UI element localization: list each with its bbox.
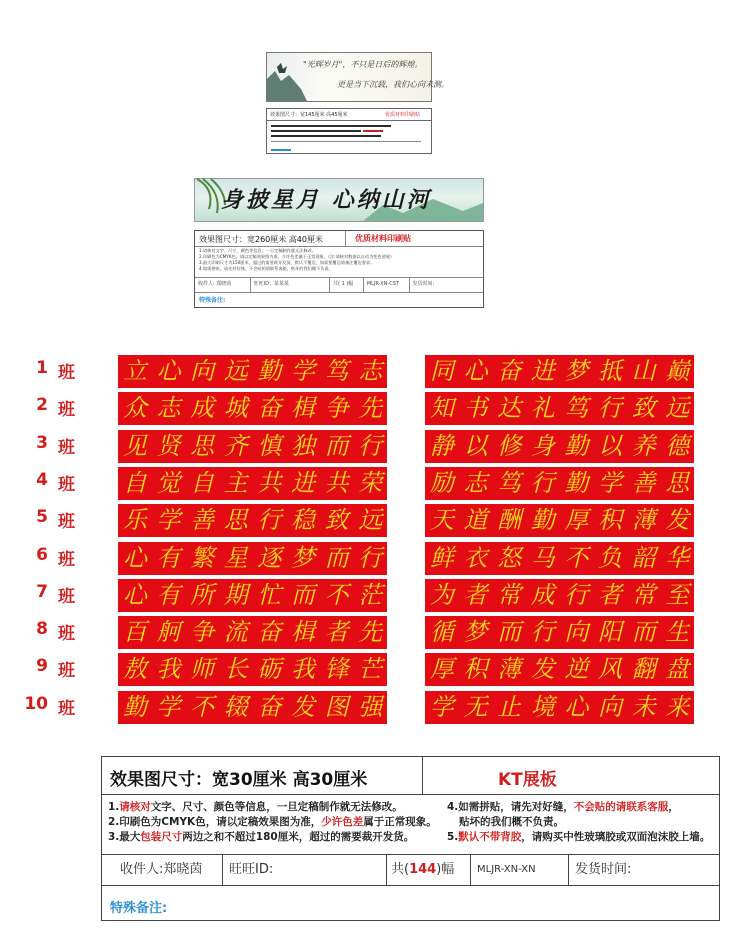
slogan-char: 而 <box>497 618 522 647</box>
rule-highlight: 默认不带背胶 <box>458 831 522 843</box>
slogan-char: 思 <box>665 468 690 497</box>
rule-text: 2.印刷色为CMYK色，请以定稿效果图为准， <box>108 816 322 828</box>
receiver-cell: 收件人: 郑晓茵 <box>195 277 251 292</box>
slogan-strip-right <box>425 579 694 612</box>
slogan-char: 我 <box>156 655 181 684</box>
class-label: 班 <box>58 363 75 383</box>
slogan-char: 百 <box>122 618 147 647</box>
slogan-char: 善 <box>190 506 215 535</box>
slogan-char: 荣 <box>358 468 383 497</box>
slogan-char: 志 <box>463 468 488 497</box>
slogan-char: 养 <box>631 431 656 460</box>
slogan-char: 天 <box>429 506 454 535</box>
ship-cell: 发货时间: <box>412 281 435 287</box>
special-note-label: 特殊备注: <box>110 901 168 916</box>
slogan-strip-right <box>425 392 694 425</box>
slogan-char: 楫 <box>290 618 315 647</box>
code-cell: MLJR-XN-CST <box>364 277 410 292</box>
class-number: 9 <box>36 656 48 677</box>
slogan-char: 薄 <box>631 506 656 535</box>
slogan-char: 茫 <box>358 580 383 609</box>
slogan-char: 立 <box>122 357 147 385</box>
slogan-char: 有 <box>156 543 181 572</box>
slogan-char: 心 <box>122 580 147 609</box>
slogan-char: 行 <box>358 543 383 572</box>
sample-size-label: 效果图尺寸：宽260厘米 高40厘米 <box>199 235 323 244</box>
slogan-char: 楫 <box>290 394 315 423</box>
sample-rules <box>199 248 479 272</box>
class-number: 8 <box>36 619 48 640</box>
sample-special-note: 特殊备注: <box>199 297 226 304</box>
rule-text: 文字、尺寸、颜色等信息，一旦定稿制作就无法修改。 <box>150 801 403 813</box>
slogan-char: 行 <box>597 394 622 423</box>
slogan-char: 梦 <box>463 618 488 647</box>
class-label: 班 <box>58 624 75 645</box>
slogan-char: 城 <box>223 394 248 423</box>
divider <box>195 246 483 247</box>
slogan-char: 发 <box>530 655 555 684</box>
slogan-char: 争 <box>190 618 215 647</box>
slogan-char: 行 <box>358 431 383 460</box>
slogan-char: 者 <box>324 618 349 647</box>
text-line <box>271 135 381 137</box>
slogan-char: 者 <box>597 580 622 609</box>
slogan-char: 积 <box>597 506 622 535</box>
slogan-char: 期 <box>223 580 248 609</box>
slogan-char: 笃 <box>497 468 522 497</box>
rule-highlight: 少许色差 <box>321 816 364 828</box>
slogan-char: 风 <box>597 655 622 684</box>
slogan-char: 勤 <box>530 506 555 535</box>
slogan-strip-right <box>425 467 694 500</box>
rule-1 <box>108 800 438 815</box>
rule-highlight: 请核对 <box>119 801 151 813</box>
slogan-char: 厚 <box>564 506 589 535</box>
divider <box>195 292 483 293</box>
slogan-char: 流 <box>223 618 248 647</box>
slogan-char: 未 <box>631 692 656 721</box>
slogan-char: 共 <box>257 468 282 497</box>
slogan-char: 发 <box>665 506 690 535</box>
slogan-char: 善 <box>631 468 656 497</box>
slogan-char: 身 <box>530 431 555 460</box>
slogan-char: 笃 <box>324 357 349 385</box>
slogan-char: 远 <box>223 357 248 385</box>
rule-2 <box>108 815 438 830</box>
class-row <box>0 504 739 538</box>
divider <box>345 231 346 246</box>
slogan-char: 马 <box>530 543 555 572</box>
slogan-char: 图 <box>324 692 349 721</box>
slogan-char: 不 <box>324 580 349 609</box>
divider <box>267 120 431 121</box>
slogan-char: 学 <box>429 692 454 721</box>
slogan-char: 不 <box>190 692 215 721</box>
rule-text: 5. <box>447 831 459 843</box>
count-suffix: )幅 <box>436 862 455 877</box>
rule-text: ，请购买中性玻璃胶或双面泡沫胶上墙。 <box>521 831 711 843</box>
slogan-char: 心 <box>122 543 147 572</box>
class-row <box>0 542 739 576</box>
class-row <box>0 467 739 501</box>
sample-rule-4: 4.如需拼贴，请先对好缝，不会贴的请联系客服，贴坏的我们概不负责。 <box>199 266 333 271</box>
slogan-strip-right <box>425 691 694 724</box>
slogan-strip-right <box>425 653 694 686</box>
divider <box>422 757 423 794</box>
mountain-pine-image <box>267 61 307 101</box>
slogan-char: 厚 <box>429 655 454 684</box>
count-cell <box>386 854 475 885</box>
count-value: 144 <box>409 862 437 877</box>
class-row <box>0 691 739 725</box>
code-cell: MLJR-XN-XN <box>470 854 577 885</box>
slogan-char: 奋 <box>257 394 282 423</box>
slogan-char: 行 <box>257 506 282 535</box>
order-row <box>102 854 719 885</box>
rule-3 <box>108 830 438 845</box>
slogan-char: 舸 <box>156 618 181 647</box>
slogan-char: 书 <box>463 394 488 423</box>
slogan-char: 稳 <box>290 506 315 535</box>
count-prefix: 共( <box>391 862 410 877</box>
divider <box>271 141 421 142</box>
class-row <box>0 616 739 650</box>
sample-material: 优质材料印刷贴 <box>355 234 411 243</box>
class-label: 班 <box>58 549 75 570</box>
slogan-char: 思 <box>223 506 248 535</box>
slogan-char: 盘 <box>665 655 690 684</box>
slogan-char: 为 <box>429 580 454 609</box>
class-row <box>0 392 739 426</box>
receiver-cell: 收件人:郑晓茵 <box>120 862 203 877</box>
slogan-char: 负 <box>597 543 622 572</box>
slogan-char: 德 <box>665 431 690 460</box>
preview-banner <box>266 52 449 102</box>
slogan-char: 自 <box>122 468 147 497</box>
slogan-char: 达 <box>497 394 522 423</box>
slogan-char: 而 <box>324 543 349 572</box>
slogan-char: 学 <box>290 357 315 385</box>
slogan-char: 星 <box>223 543 248 572</box>
slogan-char: 远 <box>665 394 690 423</box>
slogan-char: 而 <box>290 580 315 609</box>
slogan-char: 酬 <box>497 506 522 535</box>
slogan-char: 慎 <box>257 431 282 460</box>
slogan-char: 争 <box>324 394 349 423</box>
class-number: 5 <box>36 507 48 528</box>
slogan-char: 以 <box>463 431 488 460</box>
class-number: 2 <box>36 395 48 416</box>
slogan-char: 主 <box>223 468 248 497</box>
slogan-char: 长 <box>223 655 248 684</box>
slogan-char: 循 <box>429 618 454 647</box>
slogan-char: 远 <box>358 506 383 535</box>
slogan-char: 锋 <box>324 655 349 684</box>
slogan-char: 巅 <box>665 357 690 385</box>
slogan-char: 奋 <box>257 618 282 647</box>
slogan-char: 薄 <box>497 655 522 684</box>
slogan-char: 华 <box>665 543 690 572</box>
slogan-char: 止 <box>497 692 522 721</box>
slogan-char: 独 <box>290 431 315 460</box>
slogan-strip-right <box>425 542 694 575</box>
rule-text: 属于正常现象。 <box>363 816 437 828</box>
slogan-char: 勤 <box>122 692 147 721</box>
slogan-char: 行 <box>564 580 589 609</box>
slogan-char: 志 <box>156 394 181 423</box>
sample-rule-1: 1.请核对文字、尺寸、颜色等信息，一旦定稿制作就无法修改。 <box>199 248 317 253</box>
count-cell: 共( 1 )幅 <box>330 277 364 292</box>
rules-left <box>108 800 438 845</box>
slogan-char: 勤 <box>564 468 589 497</box>
slogan-strip-left <box>118 392 387 425</box>
class-label: 班 <box>58 661 75 682</box>
rule-text: 两边之和不超过180厘米，超过的需要裁开发货。 <box>182 831 415 843</box>
slogan-char: 志 <box>358 357 383 385</box>
slogan-char: 奋 <box>497 357 522 385</box>
class-number: 7 <box>36 581 48 602</box>
slogan-strip-left <box>118 355 387 388</box>
preview-banner-line2: 更是当下沉载，我们心向未测。 <box>337 80 449 89</box>
slogan-char: 成 <box>190 394 215 423</box>
sample-order-row <box>195 277 483 292</box>
slogan-char: 芒 <box>358 655 383 684</box>
slogan-char: 积 <box>463 655 488 684</box>
slogan-char: 知 <box>429 394 454 423</box>
slogan-char: 静 <box>429 431 454 460</box>
slogan-char: 乐 <box>122 506 147 535</box>
divider <box>102 885 719 886</box>
sample-rule-3: 3.最大印刷尺寸为150厘米，超过的需要裁开发货，默认不覆边，如需要覆边请备注覆边要求。 <box>199 260 375 265</box>
slogan-char: 强 <box>358 692 383 721</box>
slogan-char: 共 <box>324 468 349 497</box>
class-row <box>0 579 739 613</box>
slogan-char: 自 <box>190 468 215 497</box>
wangwang-cell: 旺旺ID: <box>222 854 389 885</box>
text-line <box>271 125 391 127</box>
slogan-char: 觉 <box>156 468 181 497</box>
slogan-char: 砺 <box>257 655 282 684</box>
slogan-char: 众 <box>122 394 147 423</box>
slogan-char: 而 <box>631 618 656 647</box>
slogan-char: 行 <box>530 468 555 497</box>
slogan-char: 鲜 <box>429 543 454 572</box>
slogan-char: 先 <box>358 618 383 647</box>
preview-size-label: 效果图尺寸：宽145厘米 高45厘米 <box>270 112 348 118</box>
slogan-char: 常 <box>631 580 656 609</box>
slogan-char: 勤 <box>564 431 589 460</box>
slogan-char: 道 <box>463 506 488 535</box>
rule-5 <box>447 830 719 845</box>
slogan-strip-right <box>425 430 694 463</box>
slogan-char: 贤 <box>156 431 181 460</box>
rule-text: 3.最大 <box>108 831 141 843</box>
class-number: 10 <box>24 693 48 714</box>
slogan-strip-left <box>118 467 387 500</box>
slogan-char: 衣 <box>463 543 488 572</box>
class-number: 4 <box>36 469 48 490</box>
slogan-char: 行 <box>530 618 555 647</box>
slogan-char: 成 <box>530 580 555 609</box>
slogan-char: 进 <box>290 468 315 497</box>
slogan-char: 致 <box>631 394 656 423</box>
slogan-strip-left <box>118 579 387 612</box>
class-row <box>0 430 739 464</box>
slogan-char: 奋 <box>257 692 282 721</box>
class-label: 班 <box>58 512 75 533</box>
rules-right <box>447 800 719 845</box>
slogan-char: 师 <box>190 655 215 684</box>
text-line <box>271 130 361 132</box>
class-label: 班 <box>58 698 75 719</box>
slogan-char: 怒 <box>497 543 522 572</box>
slogan-char: 向 <box>597 692 622 721</box>
slogan-char: 常 <box>497 580 522 609</box>
slogan-char: 礼 <box>530 394 555 423</box>
wangwang-cell: 旺旺ID：某某某 <box>251 277 330 292</box>
slogan-char: 先 <box>358 394 383 423</box>
slogan-char: 学 <box>597 468 622 497</box>
sample-banner <box>194 178 484 222</box>
slogan-char: 梦 <box>290 543 315 572</box>
slogan-char: 见 <box>122 431 147 460</box>
slogan-char: 繁 <box>190 543 215 572</box>
slogan-char: 励 <box>429 468 454 497</box>
slogan-strip-right <box>425 504 694 537</box>
divider <box>102 794 719 795</box>
slogan-char: 笃 <box>564 394 589 423</box>
slogan-char: 梦 <box>564 357 589 385</box>
slogan-char: 进 <box>530 357 555 385</box>
rule-text: 1. <box>108 801 120 813</box>
slogan-char: 韶 <box>631 543 656 572</box>
slogan-char: 思 <box>190 431 215 460</box>
slogan-strip-left <box>118 542 387 575</box>
slogan-strip-right <box>425 355 694 388</box>
slogan-char: 齐 <box>223 431 248 460</box>
size-label: 效果图尺寸：宽30厘米 高30厘米 <box>110 770 368 790</box>
sample-info-card <box>194 230 484 308</box>
slogan-char: 辍 <box>223 692 248 721</box>
slogan-char: 至 <box>665 580 690 609</box>
slogan-char: 不 <box>564 543 589 572</box>
sample-banner-text: 身披星月 心纳山河 <box>221 187 432 213</box>
preview-banner-line1: "光辉岁月"，不只是日后的辉煌。 <box>303 60 423 69</box>
preview-info-card <box>266 108 432 154</box>
slogan-char: 勤 <box>257 357 282 385</box>
slogan-char: 我 <box>290 655 315 684</box>
slogan-char: 致 <box>324 506 349 535</box>
class-number: 3 <box>36 432 48 453</box>
slogan-char: 敖 <box>122 655 147 684</box>
slogan-char: 逆 <box>564 655 589 684</box>
slogan-char: 生 <box>665 618 690 647</box>
slogan-char: 无 <box>463 692 488 721</box>
slogan-char: 而 <box>324 431 349 460</box>
slogan-char: 来 <box>665 692 690 721</box>
slogan-char: 者 <box>463 580 488 609</box>
class-number: 1 <box>36 358 48 378</box>
text-line-red <box>363 130 383 132</box>
rule-4-cont: 贴坏的我们概不负责。 <box>459 816 564 828</box>
slogan-char: 心 <box>156 357 181 385</box>
slogan-char: 阳 <box>597 618 622 647</box>
slogan-char: 心 <box>463 357 488 385</box>
rule-4: 4.如需拼贴，请先对好缝，不会贴的请联系客服， <box>447 801 679 813</box>
slogan-char: 忙 <box>257 580 282 609</box>
slogan-strip-left <box>118 691 387 724</box>
order-info-card <box>101 756 720 921</box>
ship-time-cell: 发货时间: <box>568 854 725 885</box>
material-label: KT展板 <box>498 770 557 790</box>
class-label: 班 <box>58 586 75 607</box>
slogan-char: 向 <box>564 618 589 647</box>
slogan-char: 学 <box>156 692 181 721</box>
slogan-strip-left <box>118 653 387 686</box>
text-line-blue <box>271 149 291 151</box>
slogan-char: 向 <box>190 357 215 385</box>
slogan-char: 境 <box>530 692 555 721</box>
slogan-char: 山 <box>631 357 656 385</box>
slogan-char: 修 <box>497 431 522 460</box>
slogan-char: 所 <box>190 580 215 609</box>
rule-highlight: 不会贴的请联系客服 <box>573 801 669 813</box>
rule-text: 4.如需拼贴，请先对好缝， <box>447 801 574 813</box>
sample-rule-2: 2.印刷色为CMYK色，请以定稿效果图为准，少许色差属于正常现象。（注:请核对数据以自动为变色道规） <box>199 254 395 259</box>
class-row <box>0 355 739 389</box>
slogan-strip-left <box>118 616 387 649</box>
slogan-char: 以 <box>597 431 622 460</box>
class-row <box>0 653 739 687</box>
slogan-char: 逐 <box>257 543 282 572</box>
class-number: 6 <box>36 544 48 565</box>
slogan-char: 有 <box>156 580 181 609</box>
slogan-char: 心 <box>564 692 589 721</box>
slogan-char: 抵 <box>597 357 622 385</box>
slogan-strip-left <box>118 430 387 463</box>
slogan-char: 学 <box>156 506 181 535</box>
slogan-char: 发 <box>290 692 315 721</box>
slogan-char: 同 <box>429 357 454 385</box>
class-label: 班 <box>58 437 75 458</box>
rule-highlight: 包装尺寸 <box>140 831 183 843</box>
slogan-char: 翻 <box>631 655 656 684</box>
preview-material: 优质材料印刷贴 <box>385 112 421 118</box>
slogan-strip-left <box>118 504 387 537</box>
slogan-strip-right <box>425 616 694 649</box>
class-label: 班 <box>58 474 75 495</box>
class-label: 班 <box>58 400 75 421</box>
